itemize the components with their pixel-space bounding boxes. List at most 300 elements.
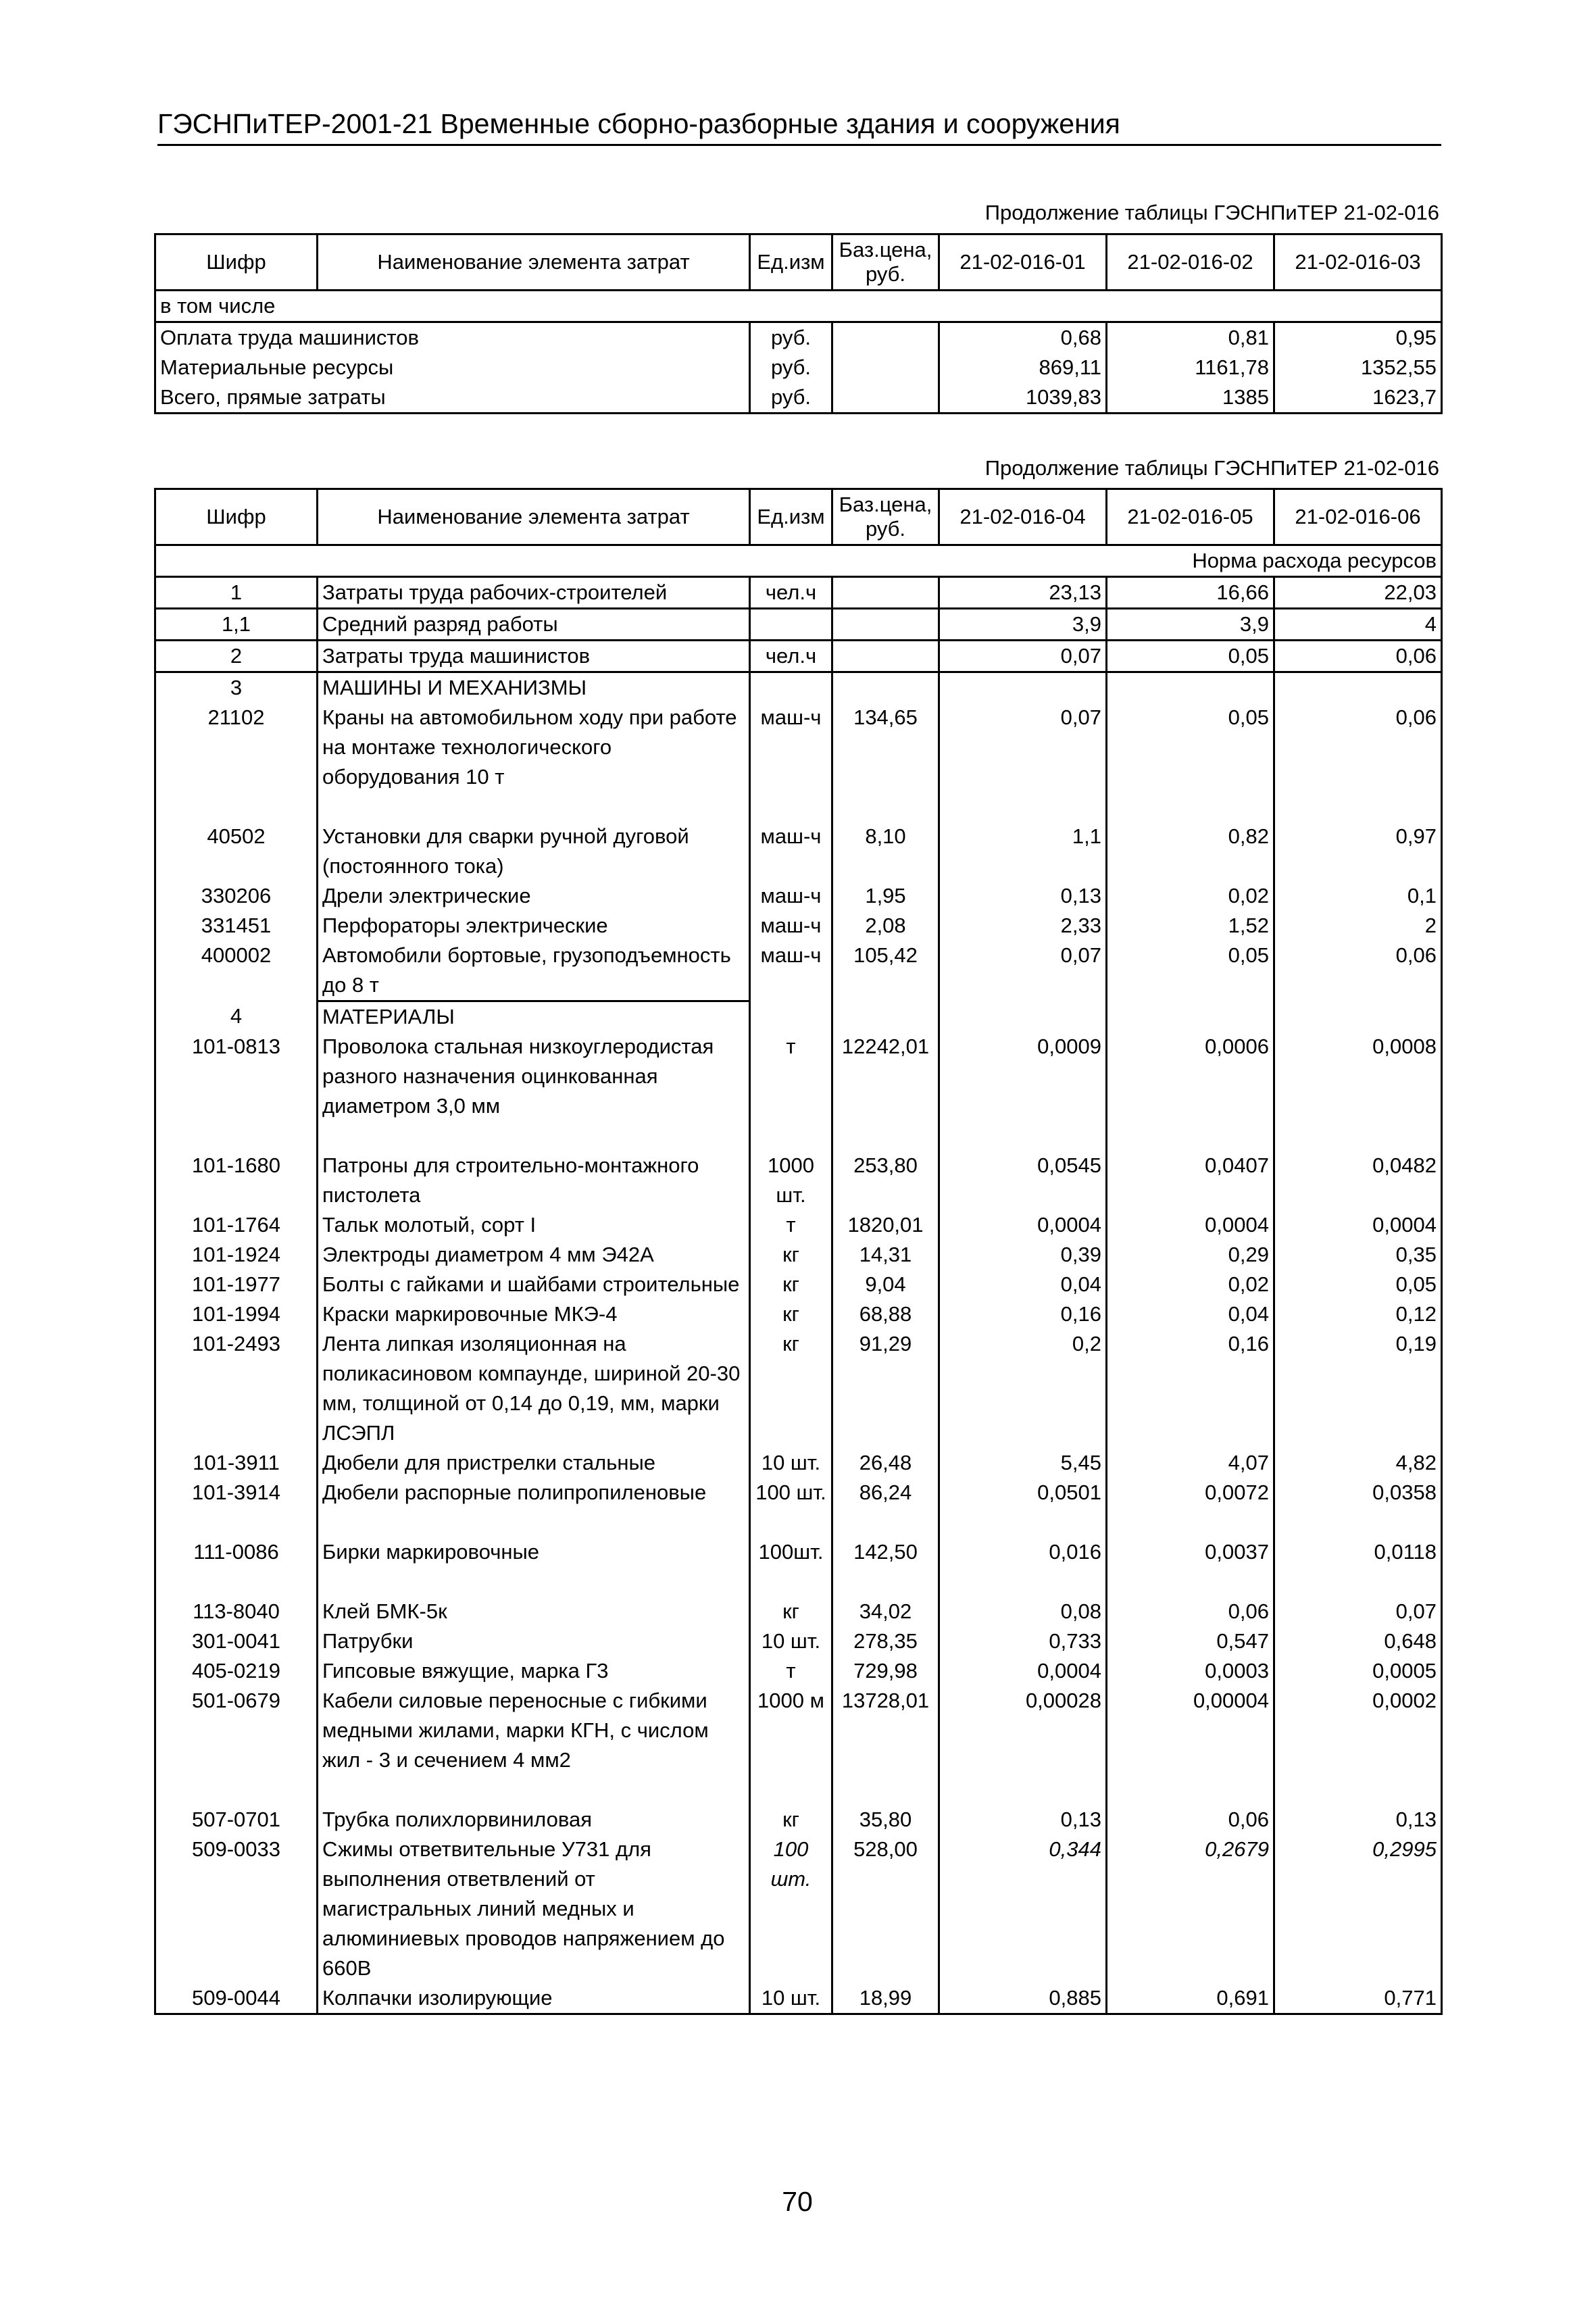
resource-code: 509-0033 [155, 1835, 318, 1983]
resource-price: 278,35 [832, 1626, 939, 1656]
norm-value-04: 0,0545 [939, 1151, 1107, 1210]
table1-row [155, 353, 1442, 382]
norm-value-06: 0,2995 [1274, 1835, 1442, 1983]
spacer-cell [155, 1508, 318, 1537]
spacer-cell [750, 1567, 832, 1597]
resource-price [832, 1001, 939, 1032]
resource-unit: т [750, 1656, 832, 1686]
norm-value-05: 4,07 [1107, 1448, 1274, 1478]
resource-norm-table [154, 488, 1443, 2015]
norm-value-04: 0,07 [939, 941, 1107, 1001]
norm-value-05: 0,02 [1107, 1270, 1274, 1299]
norm-value-06: 0,06 [1274, 941, 1442, 1001]
norm-value-06 [1274, 672, 1442, 703]
norm-value-06: 0,12 [1274, 1299, 1442, 1329]
resource-name: Гипсовые вяжущие, марка Г3 [318, 1656, 750, 1686]
norm-value-04: 0,0004 [939, 1210, 1107, 1240]
cost-item-price [832, 322, 939, 353]
resource-row [155, 1270, 1442, 1299]
norm-label: Норма расхода ресурсов [155, 545, 1442, 577]
resource-code: 111-0086 [155, 1537, 318, 1567]
norm-value-05: 0,29 [1107, 1240, 1274, 1270]
resource-unit: 100 шт. [750, 1835, 832, 1983]
resource-price: 2,08 [832, 911, 939, 941]
resource-name: Установки для сварки ручной дуговой (постоянного тока) [318, 822, 750, 881]
resource-price: 134,65 [832, 703, 939, 792]
norm-value-05: 0,2679 [1107, 1835, 1274, 1983]
resource-name: Болты с гайками и шайбами строительные [318, 1270, 750, 1299]
resource-code: 330206 [155, 881, 318, 911]
norm-value-06: 0,35 [1274, 1240, 1442, 1270]
spacer-cell [1274, 1567, 1442, 1597]
resource-name: Краны на автомобильном ходу при работе на монтаже технологического оборудования 10 т [318, 703, 750, 792]
resource-row [155, 941, 1442, 1001]
resource-name: Затраты труда машинистов [318, 641, 750, 672]
resource-unit: 1000 м [750, 1686, 832, 1775]
resource-price: 253,80 [832, 1151, 939, 1210]
spacer-cell [1107, 1567, 1274, 1597]
resource-code: 1 [155, 577, 318, 609]
spacer-cell [1107, 792, 1274, 822]
norm-value-06: 0,97 [1274, 822, 1442, 881]
section-row [155, 672, 1442, 703]
norm-value-06: 0,0482 [1274, 1151, 1442, 1210]
resource-price: 26,48 [832, 1448, 939, 1478]
resource-price [832, 641, 939, 672]
resource-unit: кг [750, 1805, 832, 1835]
resource-price: 12242,01 [832, 1032, 939, 1121]
resource-name: Затраты труда рабочих-строителей [318, 577, 750, 609]
resource-price: 14,31 [832, 1240, 939, 1270]
resource-code: 1,1 [155, 609, 318, 641]
table1-subheader-text: в том числе [155, 291, 1442, 322]
cost-value-01: 0,68 [939, 322, 1107, 353]
norm-value-04: 0,0009 [939, 1032, 1107, 1121]
spacer-row [155, 1121, 1442, 1151]
cost-item-price [832, 353, 939, 382]
cost-item-unit: руб. [750, 322, 832, 353]
resource-unit: маш-ч [750, 911, 832, 941]
resource-unit: кг [750, 1299, 832, 1329]
spacer-cell [832, 792, 939, 822]
resource-name: Проволока стальная низкоуглеродистая разного назначения оцинкованная диаметром 3,0 мм [318, 1032, 750, 1121]
resource-unit: чел.ч [750, 577, 832, 609]
cost-item-unit: руб. [750, 353, 832, 382]
table1-col-v3: 21-02-016-03 [1274, 234, 1442, 291]
table1-col-v1: 21-02-016-01 [939, 234, 1107, 291]
section-title: МАТЕРИАЛЫ [318, 1001, 750, 1032]
resource-name: Краски маркировочные МКЭ-4 [318, 1299, 750, 1329]
resource-row [155, 1686, 1442, 1775]
norm-value-04: 0,13 [939, 1805, 1107, 1835]
spacer-row [155, 1775, 1442, 1805]
table2-col-name: Наименование элемента затрат [318, 489, 750, 545]
resource-name: Дюбели для пристрелки стальные [318, 1448, 750, 1478]
norm-value-05: 0,00004 [1107, 1686, 1274, 1775]
resource-code: 2 [155, 641, 318, 672]
norm-value-04: 0,07 [939, 703, 1107, 792]
norm-value-05: 0,16 [1107, 1329, 1274, 1448]
resource-unit: маш-ч [750, 822, 832, 881]
spacer-cell [750, 792, 832, 822]
resource-row [155, 1032, 1442, 1121]
resource-code: 40502 [155, 822, 318, 881]
cost-value-02: 1385 [1107, 382, 1274, 414]
norm-value-04: 0,0501 [939, 1478, 1107, 1508]
norm-value-06: 0,0004 [1274, 1210, 1442, 1240]
spacer-cell [155, 1567, 318, 1597]
resource-price: 729,98 [832, 1656, 939, 1686]
resource-row [155, 641, 1442, 672]
resource-code: 101-1764 [155, 1210, 318, 1240]
spacer-cell [155, 1121, 318, 1151]
table2-col-v2: 21-02-016-05 [1107, 489, 1274, 545]
spacer-cell [1274, 1775, 1442, 1805]
spacer-cell [318, 1508, 750, 1537]
norm-value-04: 23,13 [939, 577, 1107, 609]
norm-value-04: 0,08 [939, 1597, 1107, 1626]
norm-value-06: 0,0358 [1274, 1478, 1442, 1508]
resource-unit: маш-ч [750, 703, 832, 792]
resource-unit: маш-ч [750, 881, 832, 911]
resource-row [155, 1210, 1442, 1240]
spacer-cell [939, 792, 1107, 822]
cost-item-name: Оплата труда машинистов [155, 322, 750, 353]
resource-row [155, 1299, 1442, 1329]
table1-caption: Продолжение таблицы ГЭСНПиТЕР 21-02-016 [984, 201, 1439, 224]
norm-value-04 [939, 1001, 1107, 1032]
norm-value-05: 0,691 [1107, 1983, 1274, 2014]
spacer-cell [939, 1121, 1107, 1151]
norm-value-04: 0,885 [939, 1983, 1107, 2014]
norm-value-04: 0,00028 [939, 1686, 1107, 1775]
norm-value-04: 0,2 [939, 1329, 1107, 1448]
resource-name: Перфораторы электрические [318, 911, 750, 941]
resource-code: 509-0044 [155, 1983, 318, 2014]
norm-value-05: 0,0003 [1107, 1656, 1274, 1686]
resource-code: 101-3914 [155, 1478, 318, 1508]
spacer-cell [1274, 1121, 1442, 1151]
section-title: МАШИНЫ И МЕХАНИЗМЫ [318, 672, 750, 703]
spacer-cell [750, 1121, 832, 1151]
table1-subheader-row [155, 291, 1442, 322]
norm-value-04: 0,39 [939, 1240, 1107, 1270]
table1-col-price: Баз.цена, руб. [832, 234, 939, 291]
norm-value-05: 0,0037 [1107, 1537, 1274, 1567]
resource-code: 507-0701 [155, 1805, 318, 1835]
norm-value-05: 0,82 [1107, 822, 1274, 881]
norm-value-05: 0,05 [1107, 641, 1274, 672]
norm-value-04: 5,45 [939, 1448, 1107, 1478]
resource-row [155, 1983, 1442, 2014]
norm-value-04: 0,0004 [939, 1656, 1107, 1686]
resource-unit [750, 672, 832, 703]
table1-col-name: Наименование элемента затрат [318, 234, 750, 291]
resource-name: Кабели силовые переносные с гибкими медными жилами, марки КГН, с числом жил - 3 и сечением 4 мм2 [318, 1686, 750, 1775]
norm-value-05: 1,52 [1107, 911, 1274, 941]
resource-price [832, 672, 939, 703]
norm-value-04: 0,13 [939, 881, 1107, 911]
norm-value-05: 0,0072 [1107, 1478, 1274, 1508]
norm-value-04: 0,04 [939, 1270, 1107, 1299]
table1-row [155, 382, 1442, 414]
resource-unit: кг [750, 1240, 832, 1270]
resource-unit: кг [750, 1597, 832, 1626]
table1-col-code: Шифр [155, 234, 318, 291]
page-header-title: ГЭСНПиТЕР-2001-21 Временные сборно-разборные здания и сооружения [157, 108, 1441, 146]
norm-value-06: 0,19 [1274, 1329, 1442, 1448]
cost-item-name: Материальные ресурсы [155, 353, 750, 382]
resource-name: Патроны для строительно-монтажного пистолета [318, 1151, 750, 1210]
resource-unit [750, 1001, 832, 1032]
norm-value-06: 0,13 [1274, 1805, 1442, 1835]
norm-value-06: 0,1 [1274, 881, 1442, 911]
resource-row [155, 1240, 1442, 1270]
resource-row [155, 1656, 1442, 1686]
resource-row [155, 1835, 1442, 1983]
norm-value-05 [1107, 672, 1274, 703]
spacer-cell [832, 1775, 939, 1805]
table2-col-v1: 21-02-016-04 [939, 489, 1107, 545]
resource-price: 13728,01 [832, 1686, 939, 1775]
resource-price: 1820,01 [832, 1210, 939, 1240]
cost-value-03: 0,95 [1274, 322, 1442, 353]
norm-value-05: 16,66 [1107, 577, 1274, 609]
norm-value-06: 0,648 [1274, 1626, 1442, 1656]
resource-code: 101-2493 [155, 1329, 318, 1448]
resource-unit: 10 шт. [750, 1448, 832, 1478]
resource-row [155, 609, 1442, 641]
norm-value-05: 0,05 [1107, 703, 1274, 792]
norm-value-06: 0,0002 [1274, 1686, 1442, 1775]
resource-row [155, 1597, 1442, 1626]
table2-col-v3: 21-02-016-06 [1274, 489, 1442, 545]
resource-row [155, 1448, 1442, 1478]
resource-name: Лента липкая изоляционная на поликасиновом компаунде, шириной 20-30 мм, толщиной от 0,14 до 0,19, мм, марки ЛСЭПЛ [318, 1329, 750, 1448]
cost-item-price [832, 382, 939, 414]
table2-norm-row [155, 545, 1442, 577]
resource-code: 3 [155, 672, 318, 703]
resource-price: 18,99 [832, 1983, 939, 2014]
spacer-cell [1107, 1121, 1274, 1151]
table1-col-unit: Ед.изм [750, 234, 832, 291]
spacer-cell [155, 792, 318, 822]
resource-price: 8,10 [832, 822, 939, 881]
resource-unit: кг [750, 1329, 832, 1448]
resource-name: Колпачки изолирующие [318, 1983, 750, 2014]
norm-value-05 [1107, 1001, 1274, 1032]
norm-value-05: 0,0004 [1107, 1210, 1274, 1240]
spacer-cell [318, 1775, 750, 1805]
spacer-row [155, 1567, 1442, 1597]
resource-price: 142,50 [832, 1537, 939, 1567]
resource-code: 101-0813 [155, 1032, 318, 1121]
resource-price: 35,80 [832, 1805, 939, 1835]
resource-unit [750, 609, 832, 641]
norm-value-06: 0,06 [1274, 641, 1442, 672]
norm-value-04: 0,16 [939, 1299, 1107, 1329]
spacer-cell [832, 1508, 939, 1537]
norm-value-04 [939, 672, 1107, 703]
resource-unit: т [750, 1032, 832, 1121]
resource-name: Дюбели распорные полипропиленовые [318, 1478, 750, 1508]
spacer-cell [750, 1775, 832, 1805]
norm-value-04: 3,9 [939, 609, 1107, 641]
spacer-cell [939, 1775, 1107, 1805]
resource-code: 331451 [155, 911, 318, 941]
cost-value-02: 0,81 [1107, 322, 1274, 353]
norm-value-04: 2,33 [939, 911, 1107, 941]
spacer-cell [1274, 1508, 1442, 1537]
resource-unit: 10 шт. [750, 1983, 832, 2014]
resource-name: Тальк молотый, сорт I [318, 1210, 750, 1240]
resource-code: 101-1680 [155, 1151, 318, 1210]
resource-unit: маш-ч [750, 941, 832, 1001]
resource-unit: чел.ч [750, 641, 832, 672]
resource-row [155, 822, 1442, 881]
resource-name: Автомобили бортовые, грузоподъемность до 8 т [318, 941, 750, 1001]
norm-value-05: 0,0407 [1107, 1151, 1274, 1210]
resource-price [832, 577, 939, 609]
norm-value-06: 0,0118 [1274, 1537, 1442, 1567]
resource-price: 9,04 [832, 1270, 939, 1299]
norm-value-04: 0,344 [939, 1835, 1107, 1983]
resource-price: 1,95 [832, 881, 939, 911]
norm-value-05: 0,547 [1107, 1626, 1274, 1656]
spacer-cell [1107, 1775, 1274, 1805]
resource-row [155, 1478, 1442, 1508]
norm-value-06 [1274, 1001, 1442, 1032]
norm-value-06: 0,0005 [1274, 1656, 1442, 1686]
resource-unit: 100шт. [750, 1537, 832, 1567]
resource-price: 34,02 [832, 1597, 939, 1626]
resource-price: 528,00 [832, 1835, 939, 1983]
section-row [155, 1001, 1442, 1032]
resource-code: 501-0679 [155, 1686, 318, 1775]
spacer-cell [939, 1508, 1107, 1537]
spacer-cell [318, 1567, 750, 1597]
spacer-cell [155, 1775, 318, 1805]
page-number: 70 [782, 2186, 813, 2217]
resource-row [155, 1626, 1442, 1656]
spacer-cell [832, 1121, 939, 1151]
norm-value-06: 0,0008 [1274, 1032, 1442, 1121]
resource-code: 21102 [155, 703, 318, 792]
resource-row [155, 703, 1442, 792]
resource-code: 405-0219 [155, 1656, 318, 1686]
cost-value-03: 1623,7 [1274, 382, 1442, 414]
norm-value-06: 0,771 [1274, 1983, 1442, 2014]
cost-value-02: 1161,78 [1107, 353, 1274, 382]
table1-row [155, 322, 1442, 353]
cost-value-01: 1039,83 [939, 382, 1107, 414]
resource-name: Дрели электрические [318, 881, 750, 911]
resource-row [155, 1329, 1442, 1448]
norm-value-06: 0,07 [1274, 1597, 1442, 1626]
table1-header-row [155, 234, 1442, 291]
resource-row [155, 1805, 1442, 1835]
norm-value-05: 0,04 [1107, 1299, 1274, 1329]
spacer-cell [939, 1567, 1107, 1597]
table2-col-code: Шифр [155, 489, 318, 545]
norm-value-06: 0,05 [1274, 1270, 1442, 1299]
norm-value-06: 2 [1274, 911, 1442, 941]
norm-value-04: 0,07 [939, 641, 1107, 672]
resource-name: Трубка полихлорвиниловая [318, 1805, 750, 1835]
table2-col-unit: Ед.изм [750, 489, 832, 545]
resource-code: 101-1994 [155, 1299, 318, 1329]
resource-unit: 100 шт. [750, 1478, 832, 1508]
resource-code: 101-3911 [155, 1448, 318, 1478]
cost-summary-table [154, 233, 1443, 414]
resource-code: 101-1977 [155, 1270, 318, 1299]
spacer-cell [318, 1121, 750, 1151]
resource-code: 4 [155, 1001, 318, 1032]
cost-value-01: 869,11 [939, 353, 1107, 382]
norm-value-05: 0,02 [1107, 881, 1274, 911]
resource-code: 101-1924 [155, 1240, 318, 1270]
resource-row [155, 577, 1442, 609]
resource-row [155, 1537, 1442, 1567]
cost-value-03: 1352,55 [1274, 353, 1442, 382]
spacer-cell [832, 1567, 939, 1597]
norm-value-05: 3,9 [1107, 609, 1274, 641]
resource-unit: 10 шт. [750, 1626, 832, 1656]
spacer-cell [750, 1508, 832, 1537]
resource-row [155, 1151, 1442, 1210]
resource-price: 91,29 [832, 1329, 939, 1448]
resource-unit: кг [750, 1270, 832, 1299]
table2-caption: Продолжение таблицы ГЭСНПиТЕР 21-02-016 [984, 456, 1439, 480]
spacer-row [155, 792, 1442, 822]
resource-code: 400002 [155, 941, 318, 1001]
resource-code: 113-8040 [155, 1597, 318, 1626]
norm-value-04: 1,1 [939, 822, 1107, 881]
resource-code: 301-0041 [155, 1626, 318, 1656]
norm-value-04: 0,016 [939, 1537, 1107, 1567]
resource-row [155, 881, 1442, 911]
table1-col-v2: 21-02-016-02 [1107, 234, 1274, 291]
spacer-cell [1274, 792, 1442, 822]
resource-unit: 1000 шт. [750, 1151, 832, 1210]
spacer-cell [1107, 1508, 1274, 1537]
resource-price [832, 609, 939, 641]
norm-value-04: 0,733 [939, 1626, 1107, 1656]
norm-value-06: 22,03 [1274, 577, 1442, 609]
cost-item-name: Всего, прямые затраты [155, 382, 750, 414]
norm-value-06: 4,82 [1274, 1448, 1442, 1478]
norm-value-05: 0,05 [1107, 941, 1274, 1001]
resource-name: Патрубки [318, 1626, 750, 1656]
spacer-row [155, 1508, 1442, 1537]
norm-value-06: 0,06 [1274, 703, 1442, 792]
resource-name: Электроды диаметром 4 мм Э42А [318, 1240, 750, 1270]
norm-value-06: 4 [1274, 609, 1442, 641]
cost-item-unit: руб. [750, 382, 832, 414]
resource-unit: т [750, 1210, 832, 1240]
norm-value-05: 0,0006 [1107, 1032, 1274, 1121]
resource-price: 86,24 [832, 1478, 939, 1508]
table2-col-price: Баз.цена, руб. [832, 489, 939, 545]
norm-value-05: 0,06 [1107, 1805, 1274, 1835]
resource-name: Бирки маркировочные [318, 1537, 750, 1567]
norm-value-05: 0,06 [1107, 1597, 1274, 1626]
spacer-cell [318, 792, 750, 822]
resource-name: Сжимы ответвительные У731 для выполнения ответвлений от магистральных линий медных и алюминиевых проводов напряжением до 660В [318, 1835, 750, 1983]
resource-price: 105,42 [832, 941, 939, 1001]
resource-row [155, 911, 1442, 941]
table2-header-row [155, 489, 1442, 545]
